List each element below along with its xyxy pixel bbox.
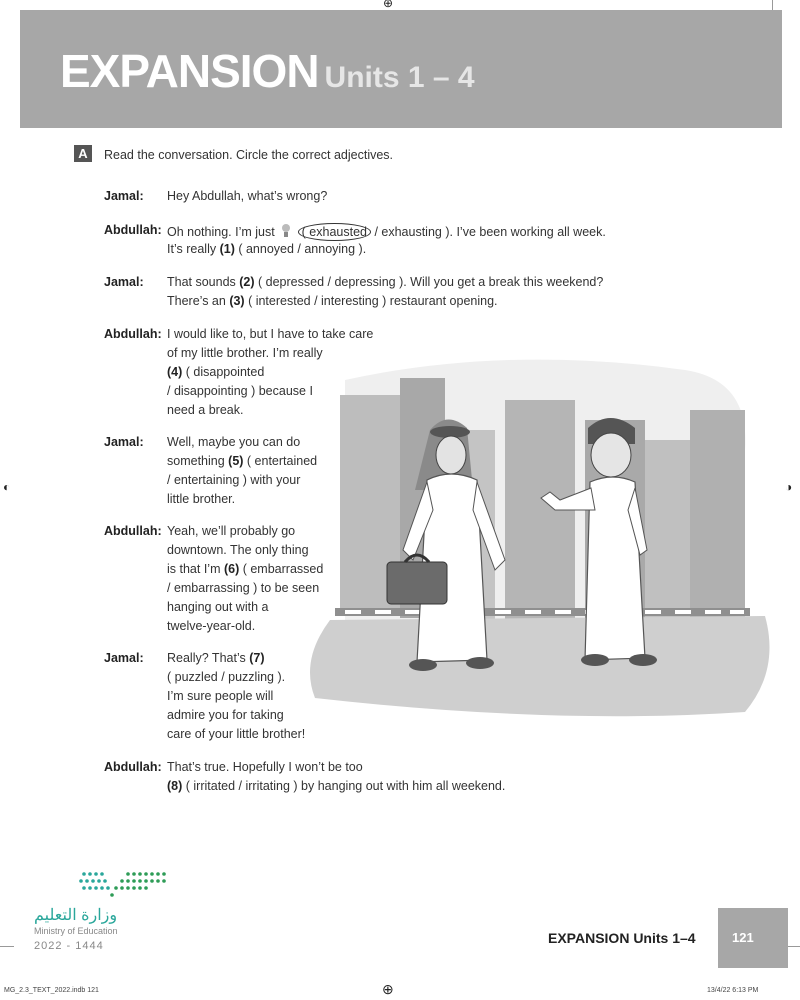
dialogue-line: Well, maybe you can do <box>167 435 301 449</box>
dialogue-line: hanging out with a <box>167 600 269 614</box>
dialogue-line: (4) ( disappointed <box>167 365 265 379</box>
dialogue-line: admire you for taking <box>167 708 284 722</box>
dialogue-line: downtown. The only thing <box>167 543 309 557</box>
print-slug-date: 13/4/22 6:13 PM <box>707 987 759 994</box>
dialogue-line: twelve-year-old. <box>167 619 256 633</box>
dialogue-line: care of your little brother! <box>167 727 306 741</box>
dialogue-line: There’s an (3) ( interested / interesting ) restaurant opening. <box>167 294 498 308</box>
title-sub: Units 1 – 4 <box>324 61 475 94</box>
dialogue-line: is that I’m (6) ( embarrassed <box>167 562 324 576</box>
registration-mark-icon: ⊕ <box>383 0 394 10</box>
illustration-two-men-city <box>305 340 775 720</box>
dialogue-line: of my little brother. I’m really <box>167 346 323 360</box>
dialogue-line: / disappointing ) because I <box>167 384 313 398</box>
registration-mark-icon: ◑ <box>785 480 793 494</box>
title-main: EXPANSION <box>60 45 319 97</box>
dialogue-line: That’s true. Hopefully I won’t be too <box>167 760 363 774</box>
dialogue-line: / embarrassing ) to be seen <box>167 581 320 595</box>
dialogue-line: Yeah, we’ll probably go <box>167 524 296 538</box>
speaker-label: Jamal: <box>104 189 144 203</box>
dialogue-line: / entertaining ) with your <box>167 473 301 487</box>
print-slug-file: MG_2.3_TEXT_2022.indb 121 <box>4 987 99 994</box>
dialogue-line: need a break. <box>167 403 244 417</box>
circled-answer: ( exhausted <box>298 223 371 241</box>
dialogue-line: ( puzzled / puzzling ). <box>167 670 286 684</box>
lightbulb-icon <box>281 223 291 239</box>
page-number-box <box>718 908 788 968</box>
speaker-label: Abdullah: <box>104 524 162 538</box>
page-header <box>20 10 782 128</box>
page-number: 121 <box>732 930 754 945</box>
dialogue-line: That sounds (2) ( depressed / depressing ). Will you get a break this weekend? <box>167 275 604 289</box>
dialogue-line: (8) ( irritated / irritating ) by hanging out with him all weekend. <box>167 779 506 793</box>
crop-mark <box>0 946 14 947</box>
dialogue-line: little brother. <box>167 492 236 506</box>
speaker-label: Jamal: <box>104 651 144 665</box>
dialogue-line: something (5) ( entertained <box>167 454 318 468</box>
exercise-instruction: Read the conversation. Circle the correct adjectives. <box>104 148 394 162</box>
ministry-name-english: Ministry of Education <box>34 926 118 936</box>
speaker-label: Abdullah: <box>104 327 162 341</box>
speaker-label: Abdullah: <box>104 760 162 774</box>
dialogue-line: Oh nothing. I’m just ( exhausted / exhausting ). I’ve been working all week. <box>167 225 606 239</box>
dialogue-line: It’s really (1) ( annoyed / annoying ). <box>167 242 367 256</box>
dialogue-line: Hey Abdullah, what’s wrong? <box>167 189 328 203</box>
dialogue-line: I’m sure people will <box>167 689 274 703</box>
crop-mark <box>786 946 800 947</box>
registration-mark-icon: ⊕ <box>382 981 394 997</box>
speaker-label: Jamal: <box>104 435 144 449</box>
exercise-letter-badge: A <box>74 145 92 162</box>
page-title <box>60 44 475 98</box>
speaker-label: Jamal: <box>104 275 144 289</box>
ministry-name-arabic: وزارة التعليم <box>34 907 118 924</box>
ministry-year: 2022 - 1444 <box>34 940 104 952</box>
footer-unit-label: EXPANSION Units 1–4 <box>548 930 696 946</box>
dialogue-line: Really? That’s (7) <box>167 651 265 665</box>
dialogue-line: I would like to, but I have to take care <box>167 327 374 341</box>
registration-mark-icon: ◐ <box>3 480 11 494</box>
speaker-label: Abdullah: <box>104 223 162 237</box>
